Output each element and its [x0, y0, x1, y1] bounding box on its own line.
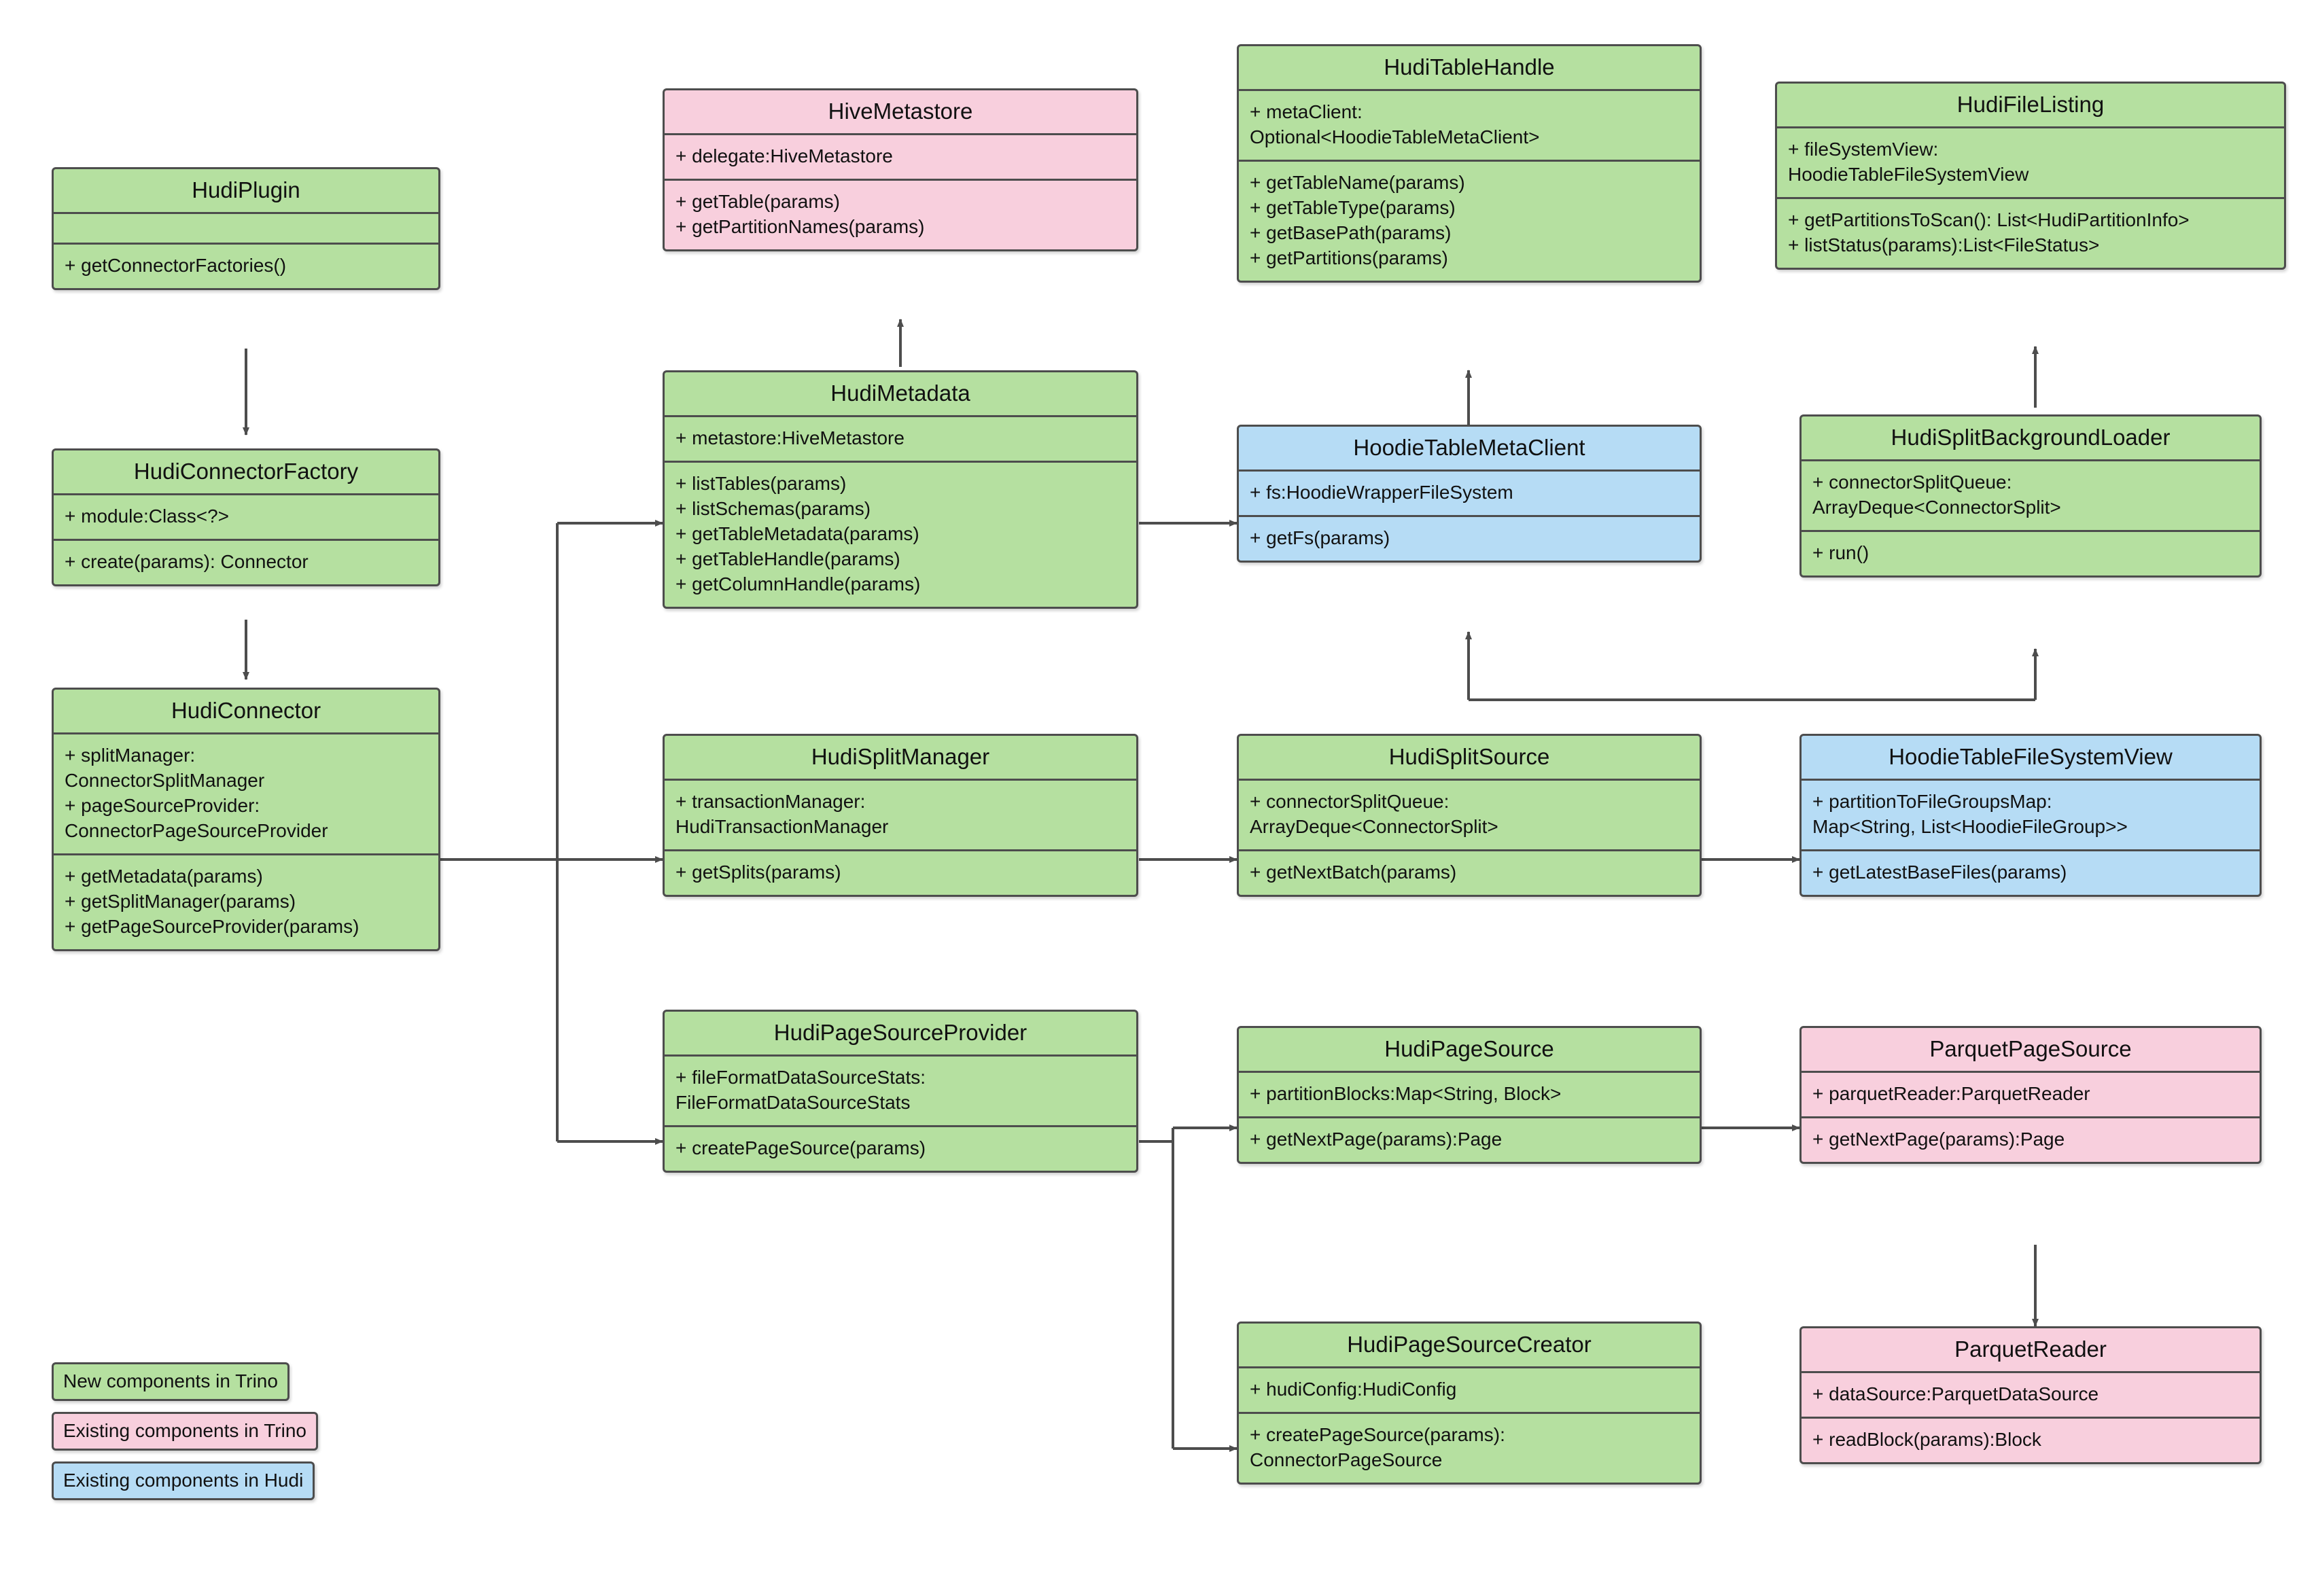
class-box-hudi-table-handle[interactable] [1237, 44, 1702, 283]
class-box-hudi-split-source[interactable] [1237, 734, 1702, 897]
class-attributes [1802, 1073, 2260, 1116]
method: + getPartitionNames(params) [675, 215, 925, 237]
class-title: HudiSplitSource [1388, 744, 1550, 769]
legend-existing-trino: Existing components in Trino [52, 1412, 318, 1451]
legend-row [52, 1362, 318, 1412]
attribute: + connectorSplitQueue: [1250, 791, 1450, 812]
attribute: + metaClient: [1250, 101, 1363, 122]
class-methods [665, 1127, 1136, 1171]
class-box-parquet-reader[interactable] [1799, 1326, 2262, 1464]
class-box-hudi-page-source[interactable] [1237, 1026, 1702, 1164]
class-title: HoodieTableMetaClient [1353, 435, 1585, 460]
class-methods [1239, 1118, 1700, 1162]
attribute: + pageSourceProvider: [65, 794, 260, 816]
class-title: HudiConnector [171, 698, 321, 723]
class-attributes [54, 734, 438, 853]
class-title: ParquetReader [1954, 1336, 2107, 1362]
attribute: + parquetReader:ParquetReader [1812, 1083, 2090, 1104]
class-title: ParquetPageSource [1929, 1036, 2132, 1061]
class-box-hudi-page-source-provider[interactable] [663, 1010, 1138, 1173]
method: + createPageSource(params): [1250, 1423, 1505, 1445]
class-box-hudi-split-manager[interactable] [663, 734, 1138, 897]
attribute: + partitionBlocks:Map<String, Block> [1250, 1083, 1562, 1104]
attribute: HudiTransactionManager [675, 815, 889, 837]
method: + getTable(params) [675, 190, 841, 212]
class-methods [1802, 532, 2260, 575]
method: + readBlock(params):Block [1812, 1428, 2041, 1450]
legend-row [52, 1412, 318, 1461]
attribute: + dataSource:ParquetDataSource [1812, 1383, 2099, 1404]
class-box-hudi-connector-factory[interactable] [52, 448, 440, 586]
class-title: HiveMetastore [828, 99, 973, 124]
attribute: + fs:HoodieWrapperFileSystem [1250, 482, 1513, 503]
attribute: + module:Class<?> [65, 506, 230, 527]
method: + createPageSource(params) [675, 1137, 926, 1158]
class-box-hudi-connector[interactable] [52, 688, 440, 951]
attribute: + connectorSplitQueue: [1812, 472, 2012, 493]
class-attributes [1777, 128, 2284, 197]
class-box-hoodie-table-meta-client[interactable] [1237, 425, 1702, 563]
method: + getMetadata(params) [65, 865, 263, 887]
attribute: + fileSystemView: [1788, 139, 1939, 160]
attribute: + transactionManager: [675, 791, 866, 812]
class-attributes [665, 781, 1136, 849]
method: + getPartitions(params) [1250, 247, 1448, 268]
class-title: HoodieTableFileSystemView [1889, 744, 2173, 769]
class-title: HudiPageSourceProvider [773, 1020, 1028, 1045]
method: + create(params): Connector [65, 550, 309, 572]
class-methods [1239, 1414, 1700, 1483]
attribute: + fileFormatDataSourceStats: [675, 1067, 926, 1088]
class-methods [665, 851, 1136, 895]
method: + getNextPage(params):Page [1812, 1128, 2065, 1150]
attribute: ArrayDeque<ConnectorSplit> [1250, 815, 1498, 837]
attribute: + metastore:HiveMetastore [675, 427, 905, 448]
method: + listStatus(params):List<FileStatus> [1788, 234, 2100, 255]
class-methods [1777, 199, 2284, 268]
class-attributes [665, 1057, 1136, 1125]
method: + getPageSourceProvider(params) [65, 915, 359, 937]
method: + getSplits(params) [675, 861, 841, 883]
class-title: HudiPlugin [192, 177, 300, 202]
method: + getTableName(params) [1250, 171, 1465, 193]
attribute: ArrayDeque<ConnectorSplit> [1812, 496, 2061, 518]
class-methods [1802, 1419, 2260, 1462]
class-box-hudi-metadata[interactable] [663, 370, 1138, 609]
class-methods [1239, 162, 1700, 281]
class-title: HudiPageSourceCreator [1347, 1332, 1592, 1357]
class-box-hudi-file-listing[interactable] [1775, 82, 2286, 270]
class-title: HudiSplitManager [811, 744, 990, 769]
method: ConnectorPageSource [1250, 1449, 1443, 1470]
class-attributes [1239, 91, 1700, 160]
attribute: ConnectorSplitManager [65, 769, 265, 791]
method: + getPartitionsToScan(): List<HudiPartitionInfo> [1788, 209, 2190, 230]
attribute: + delegate:HiveMetastore [675, 145, 893, 166]
legend [52, 1362, 318, 1511]
method: + getNextBatch(params) [1250, 861, 1457, 883]
attribute: Optional<HoodieTableMetaClient> [1250, 126, 1540, 147]
class-attributes [1239, 1073, 1700, 1116]
method: + getSplitManager(params) [65, 890, 296, 912]
attribute: + partitionToFileGroupsMap: [1812, 791, 2052, 812]
class-attributes [1239, 1368, 1700, 1412]
class-title: HudiPageSource [1384, 1036, 1554, 1061]
class-methods [1239, 517, 1700, 561]
class-title: HudiTableHandle [1384, 54, 1555, 79]
method: + getFs(params) [1250, 527, 1390, 548]
legend-new-trino: New components in Trino [52, 1362, 289, 1401]
method: + getTableHandle(params) [675, 548, 900, 569]
attribute: Map<String, List<HoodieFileGroup>> [1812, 815, 2128, 837]
legend-row [52, 1461, 318, 1511]
attribute: + hudiConfig:HudiConfig [1250, 1379, 1457, 1400]
method: + getConnectorFactories() [65, 255, 287, 276]
class-methods [665, 181, 1136, 249]
method: + getColumnHandle(params) [675, 573, 921, 595]
method: + getTableMetadata(params) [675, 522, 919, 544]
class-title: HudiMetadata [830, 380, 970, 406]
class-attributes [1802, 781, 2260, 849]
method: + listSchemas(params) [675, 497, 871, 519]
class-title: HudiSplitBackgroundLoader [1891, 425, 2171, 450]
method: + run() [1812, 542, 1869, 563]
class-attributes [665, 135, 1136, 179]
method: + getLatestBaseFiles(params) [1812, 861, 2067, 883]
attribute: FileFormatDataSourceStats [675, 1091, 911, 1113]
class-attributes [1239, 472, 1700, 515]
legend-existing-hudi: Existing components in Hudi [52, 1461, 315, 1500]
class-box-parquet-page-source[interactable] [1799, 1026, 2262, 1164]
class-attributes [1802, 1373, 2260, 1417]
class-attributes [54, 214, 438, 243]
class-attributes [54, 495, 438, 539]
class-methods [54, 245, 438, 288]
class-title: HudiConnectorFactory [133, 459, 359, 484]
class-attributes [1802, 461, 2260, 530]
class-methods [54, 541, 438, 584]
attribute: HoodieTableFileSystemView [1788, 163, 2029, 185]
class-box-hoodie-table-file-system-view[interactable] [1799, 734, 2262, 897]
class-methods [1802, 1118, 2260, 1162]
method: + getNextPage(params):Page [1250, 1128, 1503, 1150]
class-methods [665, 463, 1136, 607]
method: + getBasePath(params) [1250, 221, 1452, 243]
class-methods [54, 855, 438, 949]
class-title: HudiFileListing [1956, 92, 2105, 117]
method: + getTableType(params) [1250, 196, 1456, 218]
class-methods [1239, 851, 1700, 895]
class-box-hudi-page-source-creator[interactable] [1237, 1322, 1702, 1485]
attribute: + splitManager: [65, 745, 196, 766]
class-attributes [665, 417, 1136, 461]
attribute: ConnectorPageSourceProvider [65, 819, 328, 841]
class-methods [1802, 851, 2260, 895]
class-box-hive-metastore[interactable] [663, 88, 1138, 251]
class-attributes [1239, 781, 1700, 849]
method: + listTables(params) [675, 472, 847, 494]
class-box-hudi-split-background-loader[interactable] [1799, 414, 2262, 578]
class-box-hudi-plugin[interactable] [52, 167, 440, 290]
